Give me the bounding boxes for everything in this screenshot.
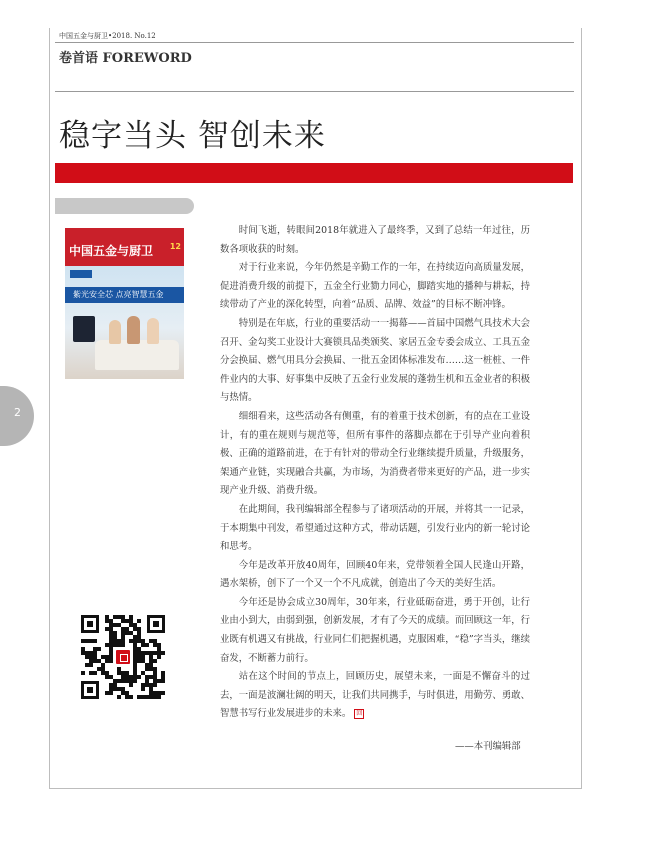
qr-module [157, 695, 161, 699]
qr-module [93, 671, 97, 675]
qr-module [109, 659, 113, 663]
cover-issue-number: 12 [169, 242, 181, 251]
cover-masthead: 中国五金与厨卫 [69, 244, 154, 258]
qr-module [129, 695, 133, 699]
cover-person [109, 320, 121, 344]
qr-module [97, 647, 101, 651]
cover-person [147, 318, 159, 344]
qr-module [137, 619, 141, 623]
qr-module [137, 675, 141, 679]
qr-module [129, 683, 133, 687]
grey-section-bar [55, 198, 194, 214]
article-title: 稳字当头 智创未来 [59, 118, 326, 154]
paragraph: 时间飞逝，转眼间2018年就进入了最终季，又到了总结一年过往，历数各项收获的时刻。 [220, 225, 530, 255]
paragraph: 细细看来，这些活动各有侧重，有的着重于技术创新，有的点在工业设计，有的重在规则与规范等，但所有事件的落脚点都在于引导产业向着积极、正确的道路前进，在于有针对的带动全行业继续提升质量，升级服务，架通产业链，实现融合共赢，为市场，为消费者带来更好的产品，进一步实现产业升级、消费升级。 [220, 410, 530, 497]
end-mark-icon: 回 [356, 709, 363, 717]
issue-line: 中国五金与厨卫•2018. No.12 [59, 32, 156, 40]
qr-module [157, 655, 161, 659]
paragraph [220, 668, 530, 724]
column-title: 卷首语 FOREWORD [59, 51, 192, 66]
signature: ——本刊编辑部 [455, 741, 521, 752]
qr-module [81, 671, 85, 675]
paragraph: 今年还是协会成立30周年，30年来，行业砥砺奋进，勇于开创，让行业由小到大，由弱到强，创新发展，才有了今天的成绩。而回顾这一年，行业既有机遇又有挑战，行业同仁们把握机遇，克服困难，“稳”字当头，继续奋发，不断蓄力前行。 [220, 596, 530, 664]
top-rule [55, 42, 574, 43]
cover-banner-text: 紫光安全芯 点亮智慧五金 [73, 290, 164, 299]
qr-module [109, 691, 113, 695]
paragraph: 对于行业来说，今年仍然是辛勤工作的一年，在持续迈向高质量发展，促进消费升级的前提下，五金全行业勠力同心，脚踏实地的播种与耕耘，持续带动了产业的深化转型，向着“品质、品牌、效益”的目标不断冲锋。 [220, 262, 530, 311]
qr-module [161, 651, 165, 655]
qr-center-logo [114, 648, 132, 666]
qr-module [161, 691, 165, 695]
qr-module [161, 679, 165, 683]
magazine-cover [65, 228, 184, 379]
header-rule [55, 91, 574, 92]
qr-module [117, 695, 121, 699]
qr-finder [81, 615, 99, 633]
qr-module [89, 663, 93, 667]
cover-sofa [95, 340, 179, 370]
cover-person [127, 316, 140, 344]
qr-module [121, 643, 125, 647]
paragraph: 今年是改革开放40周年，回顾40年来，党带领着全国人民逢山开路，遇水架桥，创下了一个又一个不凡成就，创造出了今天的美好生活。 [220, 559, 530, 590]
qr-finder [147, 615, 165, 633]
page-number: 2 [14, 406, 21, 419]
qr-module [145, 643, 149, 647]
paragraph: 特别是在年底，行业的重要活动一一揭幕——首届中国燃气具技术大会召开、金勾奖工业设计大赛锁具品类颁奖、家居五金专委会成立、工具五金分会换届、燃气用具分会换届、一批五金团体标准发布……这一桩桩、一件件业内的大事、好事集中反映了五金行业发展的蓬勃生机和五金业者的积极与热情。 [220, 317, 530, 404]
qr-code-icon [81, 615, 165, 699]
qr-module [153, 659, 157, 663]
cover-brand-logo [70, 270, 92, 278]
qr-module [153, 683, 157, 687]
article-body [220, 222, 530, 724]
qr-module [141, 687, 145, 691]
qr-module [133, 679, 137, 683]
qr-finder [81, 681, 99, 699]
paragraph-text: 站在这个时间的节点上，回顾历史，展望未来，一面是不懈奋斗的过去，一面是波澜壮阔的明天，让我们共同携手，与时俱进，用勤劳、勇敢、智慧书写行业发展进步的未来。 [220, 671, 530, 720]
qr-module [93, 639, 97, 643]
cover-device [73, 316, 95, 342]
paragraph: 在此期间，我刊编辑部全程参与了诸项活动的开展，并将其一一记录，于本期集中刊发，希望通过这种方式，带动话题，引发行业内的新一轮讨论和思考。 [220, 503, 530, 553]
red-title-bar [55, 163, 573, 183]
